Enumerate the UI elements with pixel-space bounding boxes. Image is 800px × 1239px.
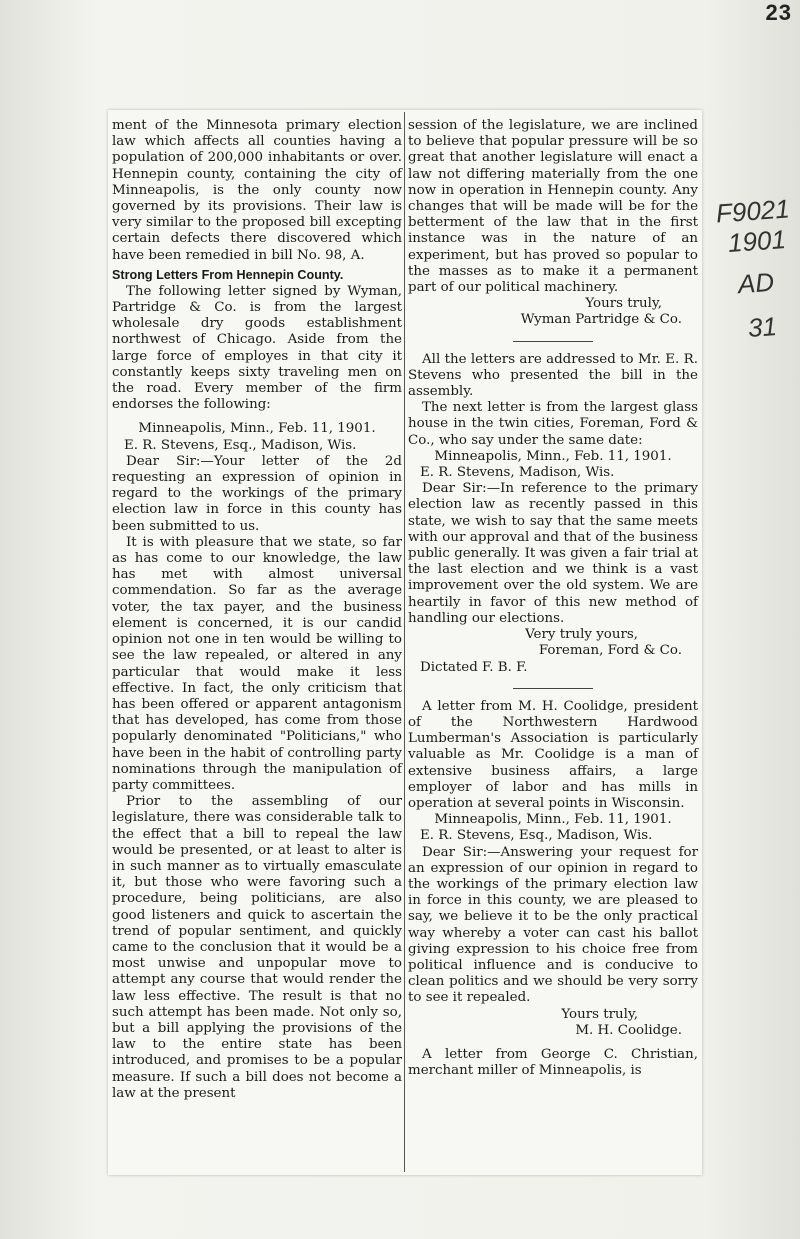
separator-rule xyxy=(513,688,593,689)
letter-signature: M. H. Coolidge. xyxy=(575,1022,682,1038)
letter-paragraph: Dear Sir:—Answering your request for an expression of our opinion in regard to the workings of the primary election law in force in this county, we are pleased to say, we believe it to be the only practical way whereby a voter can cast his ballot giving expression to his choice free from political influence and is conducive to clean politics and we should be very sorry to see it repealed. xyxy=(408,844,698,1006)
letter-signature: Foreman, Ford & Co. xyxy=(538,643,682,659)
margin-note-number: 31 xyxy=(746,311,778,343)
letter-signature: Wyman Partridge & Co. xyxy=(520,312,682,328)
paragraph: ment of the Minnesota primary election law which affects all counties having a population of 200,000 inhabitants or over. Hennepin county, containing the city of Minneapolis, is the only county now governed by its provisions. Their law is very similar to the proposed bill excepting certain defects there discovered which have been remedied in bill No. 98, A. xyxy=(112,118,402,263)
letter-closing: Yours truly, xyxy=(585,296,662,312)
paragraph: A letter from M. H. Coolidge, president of the Northwestern Hardwood Lumberman's Association is particularly valuable as Mr. Coolidge is a man of extensive business affairs, a large employer of labor and has mills in operation at several points in Wisconsin. xyxy=(408,698,698,811)
margin-note-catalog: F9021 xyxy=(715,193,791,229)
addressee: E. R. Stevens, Madison, Wis. xyxy=(420,465,615,481)
letter-paragraph: Dear Sir:—In reference to the primary election law as recently passed in this state, we wish to say that the same meets with our approval and that of the business public generally. It was given a fair trial at the last election and we think is a vast improvement over the old system. We are heartily in favor of this new method of handling our elections. xyxy=(408,481,698,626)
paragraph: The next letter is from the largest glass house in the twin cities, Foreman, Ford & Co., who say under the same date: xyxy=(408,400,698,448)
paragraph: A letter from George C. Christian, merchant miller of Minneapolis, is xyxy=(408,1046,698,1079)
margin-note-year: 1901 xyxy=(726,224,787,258)
paragraph: The following letter signed by Wyman, Partridge & Co. is from the largest wholesale dry goods establishment northwest of Chicago. Aside from the large force of employes in that city it constantly keeps sixty traveling men on the road. Every member of the firm endorses the following: xyxy=(112,283,402,413)
dictation-note: Dictated F. B. F. xyxy=(420,659,528,675)
spacer xyxy=(112,413,402,421)
column-rule xyxy=(404,112,405,1172)
letter-paragraph: Dear Sir:—Your letter of the 2d requesting an expression of opinion in regard to the workings of the primary election law in force in this county has been submitted to us. xyxy=(112,453,402,534)
paragraph: All the letters are addressed to Mr. E. R. Stevens who presented the bill in the assembly. xyxy=(408,351,698,400)
page-number: 23 xyxy=(765,0,792,25)
letter-closing: Very truly yours, xyxy=(525,627,638,643)
dateline: Minneapolis, Minn., Feb. 11, 1901. xyxy=(138,421,376,437)
addressee: E. R. Stevens, Esq., Madison, Wis. xyxy=(124,437,357,453)
dateline: Minneapolis, Minn., Feb. 11, 1901. xyxy=(434,448,672,464)
spacer xyxy=(408,1039,698,1047)
letter-paragraph: It is with pleasure that we state, so far as has come to our knowledge, the law has met with almost universal commendation. So far as the average voter, the tax payer, and the business element is concerned, it is our candid opinion not one in ten would be willing to see the law repealed, or altered in any particular that would make it less effective. In fact, the only criticism that has been offered or apparent antagonism that has developed, has come from those popularly denominated "Politicians," who have been in the habit of controlling party nominations through the manipulation of party committees. xyxy=(112,534,402,793)
letter-paragraph: Prior to the assembling of our legislature, there was considerable talk to the effect that a bill to repeal the law would be presented, or at least to alter is in such manner as to virtually emasculate it, but those who were favoring such a procedure, being politicians, are also good listeners and quick to ascertain the trend of popular sentiment, and quickly came to the conclusion that it would be a most unwise and unpopular move to attempt any course that would render the law less effective. The result is that no such attempt has been made. Not only so, but a bill applying the provisions of the law to the entire state has been introduced, and promises to be a popular measure. If such a bill does not become a law at the present xyxy=(112,794,402,1101)
separator-rule xyxy=(513,341,593,342)
letter-paragraph: session of the legislature, we are inclined to believe that popular pressure will be so great that another legislature will enact a law not differing materially from the one now in operation in Hennepin county. Any changes that will be made will be for the betterment of the law that in the first instance was in the nature of an experiment, but has proved so popular to the masses as to make it a permanent part of our political machinery. xyxy=(408,118,698,296)
addressee: E. R. Stevens, Esq., Madison, Wis. xyxy=(420,828,653,844)
margin-note-ad: AD xyxy=(736,266,776,300)
dateline: Minneapolis, Minn., Feb. 11, 1901. xyxy=(434,812,672,828)
section-heading: Strong Letters From Hennepin County. xyxy=(112,267,344,282)
left-column xyxy=(112,118,402,1102)
letter-closing: Yours truly, xyxy=(561,1006,638,1022)
right-column-top xyxy=(408,118,698,1079)
